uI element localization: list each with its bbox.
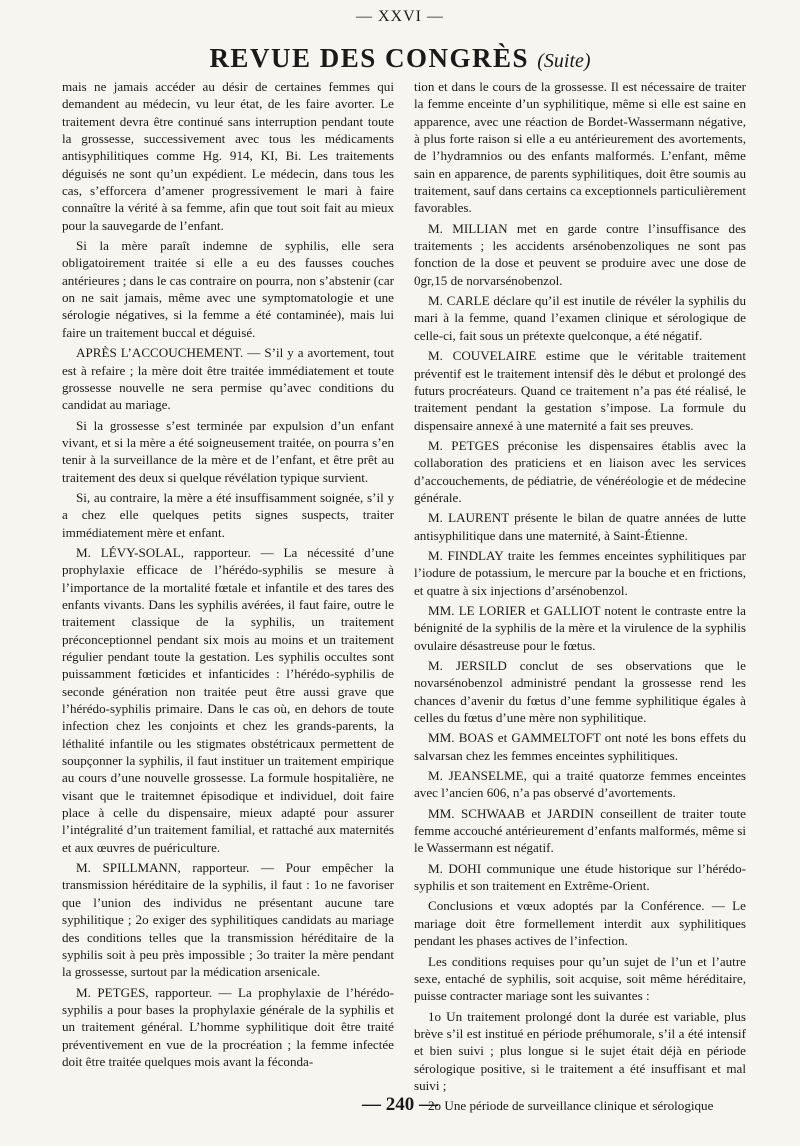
paragraph: Les conditions requises pour qu’un sujet de l’un et l’autre sexe, entaché de syphilis, soit acquise, soit même héréditaire, puisse contracter mariage sont les suivantes : [414,953,746,1004]
paragraph: tion et dans le cours de la grossesse. Il est nécessaire de traiter la femme enceinte d’un syphilitique, même si elle est saine en apparence, avec une réaction de Bordet-Wassermann négative, à plus forte raison si elle a eu antérieurement des avortements, de l’hydramnios ou des enfants malformés. L’enfant, même sain en apparence, de parents syphilitiques, doit être soumis au traitement, sauf dans certains ca exceptionnels particulièrement favorables. [414,79,746,216]
paragraph: mais ne jamais accéder au désir de certaines femmes qui demandent au médecin, vu leur état, de les faire avorter. Le traitement devra être continué sans interruption pendant toute la grossesse, successivement avec tous les médicaments antisyphilitiques comme Hg. 914, KI, Bi. Les traitements déguisés ne sont qu’un expédient. Le médecin, dans tous les cas, s’efforcera d’amener progressivement le mari à faire connaître la vérité à sa femme, afin que tout soit fait au mieux pour la sauvegarde de l’enfant. [62,79,394,233]
paragraph: APRÈS L’ACCOUCHEMENT. — S’il y a avortement, tout est à refaire ; la mère doit être traitée immédiatement et toute grossesse nouvelle ne sera permise qu’avec conditions du candidat au mariage. [62,345,394,413]
paragraph: M. PETGES, rapporteur. — La prophylaxie de l’hérédo-syphilis a pour bases la prophylaxie générale de la syphilis et un traitement général. L’homme syphilitique doit être traité préventivement en vue de la procréation ; la femme infectée doit être traitée quelques mois avant la féconda- [62,984,394,1069]
page-roman-numeral: — XXVI — [356,8,444,25]
paragraph: 2o Une période de surveillance clinique et sérologique [428,1098,714,1114]
paragraph: MM. LE LORIER et GALLIOT notent le contraste entre la bénignité de la syphilis de la mère et la virulence de la syphilis ovulaire désastreuse pour le fœtus. [414,602,746,653]
paragraph: M. JERSILD conclut de ses observations que le novarsénobenzol administré pendant la grossesse rend les chances d’avenir du fœtus d’une femme syphilitique égales à celles du fœtus d’une mère non syphilitique. [414,658,746,726]
right-column [414,78,746,1114]
paragraph: Si, au contraire, la mère a été insuffisamment soignée, s’il y a chez elle quelques petits signes suspects, traiter immédiatement mère et enfant. [62,489,394,540]
paragraph: M. FINDLAY traite les femmes enceintes syphilitiques par l’iodure de potassium, le mercure par la bouche et en frictions, et quatre à six injections d’arsénobenzol. [414,547,746,598]
paragraph: M. JEANSELME, qui a traité quatorze femmes enceintes avec l’ancien 606, n’a pas observé d’avortements. [414,768,746,801]
paragraph: MM. SCHWAAB et JARDIN conseillent de traiter toute femme accouché antérieurement d’enfants malformés, même si le Wassermann est négatif. [414,805,746,856]
paragraph: M. CARLE déclare qu’il est inutile de révéler la syphilis du mari à la femme, quand l’examen clinique et sérologique de celle-ci, fait sous un prétexte quelconque, a été négatif. [414,293,746,343]
title-text: REVUE DES CONGRÈS [209,43,529,73]
paragraph: M. MILLIAN met en garde contre l’insuffisance des traitements ; les accidents arsénobenzoliques ne sont pas fonction de la dose et peuvent se produire avec une dose de 0gr,15 de norvarsénobenzol. [414,220,746,288]
paragraph: M. SPILLMANN, rapporteur. — Pour empêcher la transmission héréditaire de la syphilis, il faut : 1o ne favoriser que l’union des individus ne présentant aucune tare syphilitique ; 2o exiger des syphilitiques candidats au mariage des conditions telles que la transmission héréditaire de la syphilis soit à peu près impossible ; 3o traiter la mère pendant la grossesse, surtout par la médication arsenicale. [62,860,394,980]
paragraph: M. PETGES préconise les dispensaires établis avec la collaboration des praticiens et en liaison avec les services d’accouchements, de pédiatrie, de vénéréologie et de médecine générale. [414,437,746,505]
paragraph: 1o Un traitement prolongé dont la durée est variable, plus brève s’il est institué en période préhumorale, s’il a été intensif et bien suivi ; plus longue si le sujet était déjà en période sérologique positive, si le traitement a été insuffisant et mal suivi ; [414,1008,746,1093]
left-column [62,78,394,1094]
paragraph: M. LAURENT présente le bilan de quatre années de lutte antisyphilitique dans une maternité, à Saint-Étienne. [414,510,746,543]
paragraph: M. DOHI communique une étude historique sur l’hérédo-syphilis et son traitement en Extrême-Orient. [414,860,746,894]
paragraph: Si la mère paraît indemne de syphilis, elle sera obligatoirement traitée si elle a eu des fausses couches antérieures ; dans le cas contraire on pourra, non s’abstenir (car on ne sait jamais, même avec une symptomatologie et une sérologie négatives, si la femme a été contaminée), mais lui faire un traitement buccal et déguisé. [62,238,394,340]
page-number: — 240 — [362,1094,438,1115]
paragraph: M. LÉVY-SOLAL, rapporteur. — La nécessité d’une prophylaxie efficace de l’hérédo-syphilis se mesure à l’importance de la mortalité fœtale et infantile et des tares des enfants vivants. Dans les syphilis avérées, il faut faire, outre le traitement classique de la syphilis, un traitement préconceptionnel pendant six mois au moins et un traitement régulier pendant toute la gestation. Les syphilis occultes sont puissamment fœticides et infanticides : l’hérédo-syphilis de seconde génération non traitée peut être aussi grave que l’hérédo-syphilis primaire. Dans le cas où, en dehors de toute infection chez les conjoints et chez les grands-parents, la léthalité infantile ou les stigmates obstétricaux permettent de soupçonner la syphilis, il faut instituer un traitement empirique au cours d’une nouvelle grossesse. La formule hospitalière, ne visant que le traitemnet épisodique et individuel, doit faire place à celle du dispensaire, mieux adapté pour assurer l’intégralité d’un traitement familial, et rattaché aux maternités et aux œuvres de puériculture. [62,544,394,855]
paragraph: MM. BOAS et GAMMELTOFT ont noté les bons effets du salvarsan chez les femmes enceintes syphilitiques. [414,730,746,763]
paragraph: Si la grossesse s’est terminée par expulsion d’un enfant vivant, et si la mère a été soigneusement traitée, on pourra s’en tenir à la surveillance de la mère et de l’enfant, et être prêt au traitement des deux si quelque révélation typique survient. [62,417,394,485]
page-title [0,44,800,75]
title-suffix: (Suite) [537,50,591,72]
paragraph: M. COUVELAIRE estime que le véritable traitement préventif est le traitement intensif dès le début et prolongé des futurs procréateurs. Quand ce traitement n’a pas été réalisé, le traitement pendant la gestation s’impose. La formule du dispensaire annexé à une maternité a fait ses preuves. [414,348,746,433]
paragraph: Conclusions et vœux adoptés par la Conférence. — Le mariage doit être formellement interdit aux syphilitiques pendant les phases actives de l’infection. [414,898,746,949]
